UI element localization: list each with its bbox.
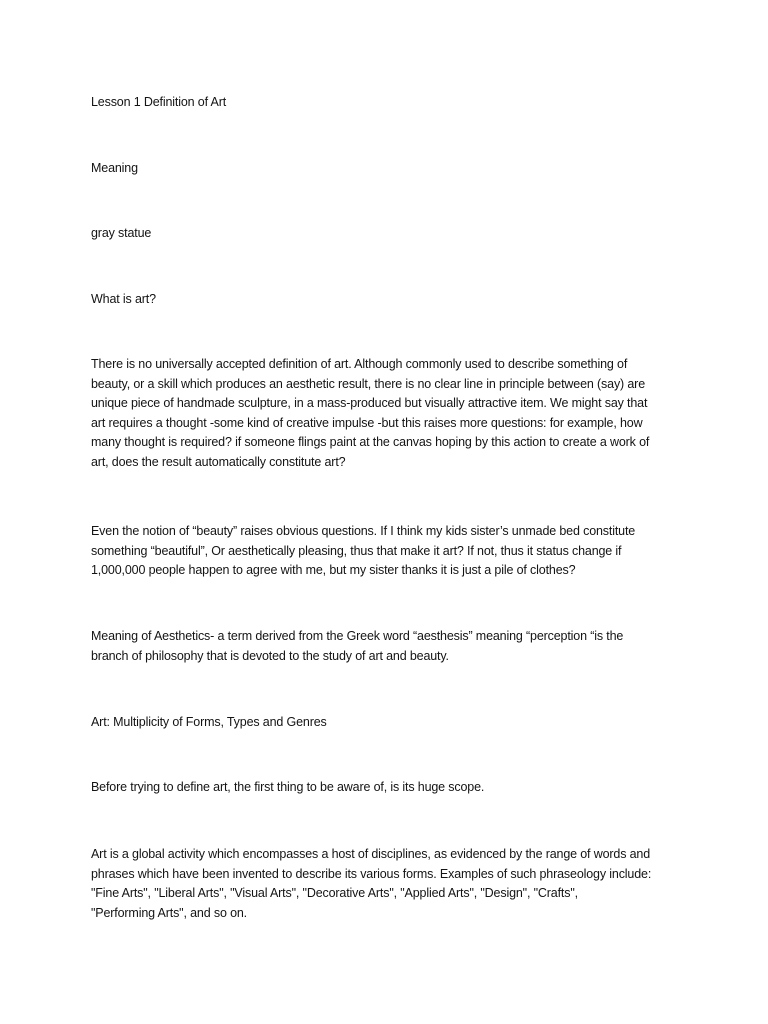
paragraph-line: beauty, or a skill which produces an aesthetic result, there is no clear line in principle between (say) are: [91, 376, 645, 391]
paragraph-line: 1,000,000 people happen to agree with me, but my sister thanks it is just a pile of clothes?: [91, 563, 576, 577]
paragraph-beauty: [91, 522, 691, 581]
paragraph-global-activity: [91, 845, 691, 923]
paragraph-line: "Fine Arts", "Liberal Arts", "Visual Arts", "Decorative Arts", "Applied Arts", "Design", "Crafts",: [91, 886, 578, 900]
image-caption: [91, 224, 691, 244]
paragraph-line: art requires a thought -some kind of creative impulse -but this raises more questions: for example, how: [91, 415, 643, 430]
heading-meaning: [91, 159, 691, 179]
paragraph-definition: [91, 355, 691, 472]
paragraph-line: Even the notion of “beauty” raises obvious questions. If I think my kids sister’s unmade bed constitute: [91, 524, 636, 538]
paragraph-scope: [91, 778, 691, 798]
paragraph-aesthetics: [91, 627, 691, 666]
paragraph-line: many thought is required? if someone flings paint at the canvas hoping by this action to create a work of: [91, 435, 650, 449]
paragraph-line: something “beautiful”, Or aesthetically pleasing, thus that make it art? If not, thus it status change if: [91, 543, 622, 558]
paragraph-line: Meaning of Aesthetics- a term derived from the Greek word “aesthesis” meaning “perception “is the: [91, 629, 624, 643]
heading-forms: [91, 713, 691, 733]
image-caption-text: gray statue: [91, 226, 152, 240]
document-title: [91, 93, 691, 113]
paragraph-line: phrases which have been invented to describe its various forms. Examples of such phraseology include:: [91, 866, 652, 881]
paragraph-line: branch of philosophy that is devoted to the study of art and beauty.: [91, 648, 449, 663]
paragraph-line: art, does the result automatically constitute art?: [91, 454, 346, 469]
paragraph-line: Before trying to define art, the first thing to be aware of, is its huge scope.: [91, 780, 485, 794]
title-line: Lesson 1 Definition of Art: [91, 95, 227, 109]
paragraph-line: Art is a global activity which encompasses a host of disciplines, as evidenced by the range of words and: [91, 847, 651, 861]
paragraph-line: "Performing Arts", and so on.: [91, 905, 247, 920]
heading-meaning-text: Meaning: [91, 161, 138, 175]
heading-what-is-art-text: What is art?: [91, 292, 156, 306]
heading-what-is-art: [91, 290, 691, 310]
heading-forms-text: Art: Multiplicity of Forms, Types and Genres: [91, 715, 327, 729]
paragraph-line: There is no universally accepted definition of art. Although commonly used to describe something of: [91, 357, 628, 371]
paragraph-line: unique piece of handmade sculpture, in a mass-produced but visually attractive item. We might say that: [91, 396, 648, 410]
